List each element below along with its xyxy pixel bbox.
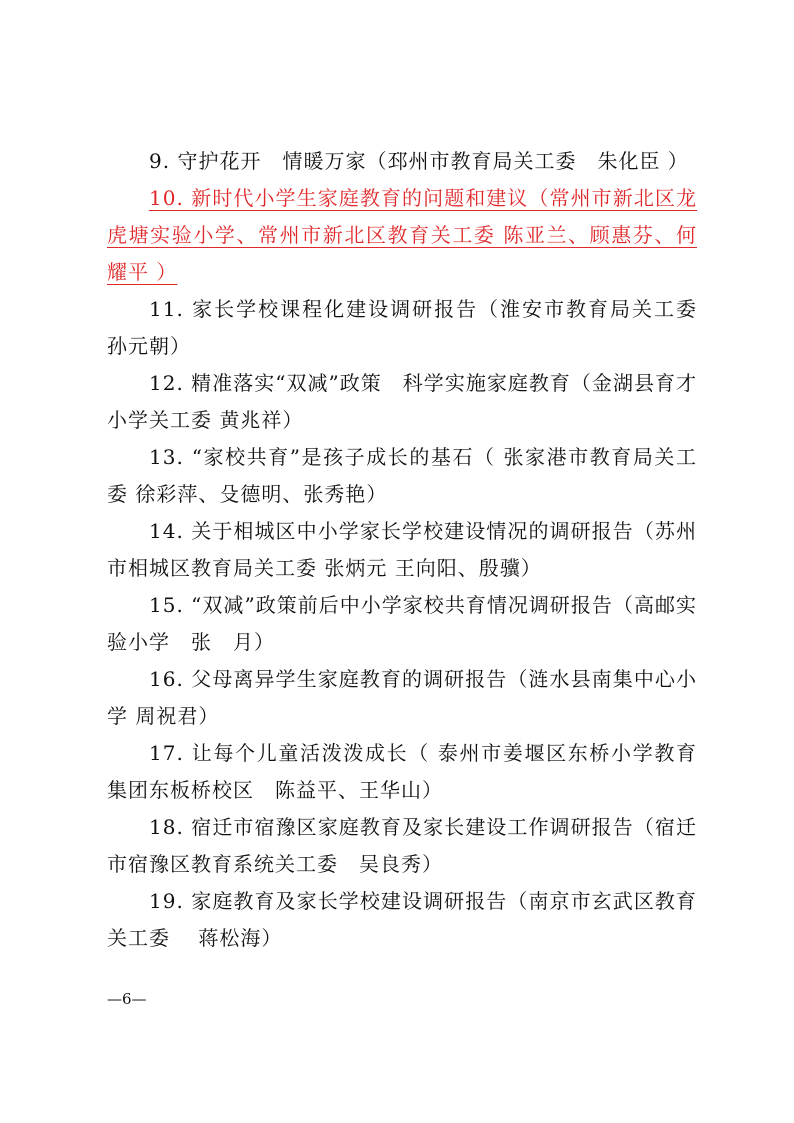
list-item: 10. 新时代小学生家庭教育的问题和建议（常州市新北区龙虎塘实验小学、常州市新北区教育关工委 陈亚兰、顾惠芬、何耀平 ） <box>107 186 697 284</box>
list-item: 11. 家长学校课程化建设调研报告（淮安市教育局关工委 孙元朝） <box>107 297 697 358</box>
list-item: 13. “家校共育”是孩子成长的基石（ 张家港市教育局关工委 徐彩萍、殳德明、张秀艳） <box>107 445 697 506</box>
page-number: —6— <box>107 990 147 1008</box>
list-item: 9. 守护花开 情暖万家（邳州市教育局关工委 朱化臣 ） <box>149 149 689 173</box>
list-item: 16. 父母离异学生家庭教育的调研报告（涟水县南集中心小学 周祝君） <box>107 667 697 728</box>
list-item: 18. 宿迁市宿豫区家庭教育及家长建设工作调研报告（宿迁市宿豫区教育系统关工委 吴良秀） <box>107 815 697 876</box>
list-item: 15. “双减”政策前后中小学家校共育情况调研报告（高邮实验小学 张 月） <box>107 593 697 654</box>
list-item: 17. 让每个儿童活泼泼成长（ 泰州市姜堰区东桥小学教育集团东板桥校区 陈益平、王华山） <box>107 741 697 802</box>
list-item: 12. 精准落实“双减”政策 科学实施家庭教育（金湖县育才小学关工委 黄兆祥） <box>107 371 697 432</box>
list-item: 19. 家庭教育及家长学校建设调研报告（南京市玄武区教育关工委 蒋松海） <box>107 889 697 950</box>
report-list <box>107 143 697 957</box>
list-item: 14. 关于相城区中小学家长学校建设情况的调研报告（苏州市相城区教育局关工委 张炳元 王向阳、殷骥） <box>107 519 697 580</box>
